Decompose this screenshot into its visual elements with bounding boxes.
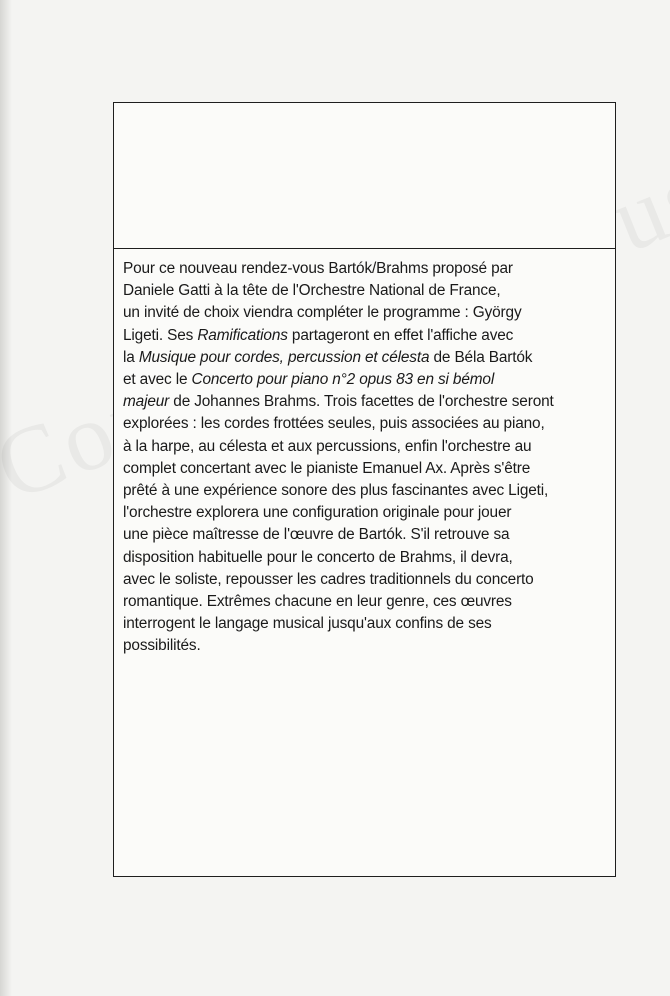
text-line [123,325,609,347]
text-run: partageront en effet l'affiche avec [287,326,514,344]
frame-divider [114,248,615,249]
text-line [123,458,609,480]
text-run: explorées : les cordes frottées seules, puis associées au piano, [123,415,545,433]
text-line [123,613,609,635]
program-note-paragraph [123,258,609,658]
text-run: une pièce maîtresse de l'œuvre de Bartók. S'il retrouve sa [123,526,510,544]
italic-title-run: Ramifications [197,326,288,344]
text-line [123,391,609,413]
text-line [123,436,609,458]
text-run: prêté à une expérience sonore des plus fascinantes avec Ligeti, [123,482,549,500]
text-line [123,302,609,324]
text-run: complet concertant avec le pianiste Emanuel Ax. Après s'être [123,459,531,477]
text-line [123,369,609,391]
text-line [123,347,609,369]
text-line [123,524,609,546]
text-line [123,258,609,280]
text-line [123,635,609,657]
text-run: de Johannes Brahms. Trois facettes de l'orchestre seront [169,393,554,411]
text-run: à la harpe, au célesta et aux percussions, enfin l'orchestre au [123,437,532,455]
text-run: Pour ce nouveau rendez-vous Bartók/Brahms proposé par [123,260,513,277]
text-run: un invité de choix viendra compléter le programme : György [123,304,522,322]
text-run: Ligeti. Ses [123,326,198,344]
text-run: la [123,348,139,366]
text-line [123,480,609,502]
text-line [123,547,609,569]
italic-title-run: Concerto pour piano n°2 opus 83 en si bémol [191,371,495,389]
italic-title-run: majeur [123,393,170,411]
text-run: possibilités. [123,637,201,655]
text-line [123,413,609,435]
text-run: de Béla Bartók [429,348,533,366]
text-run: disposition habituelle pour le concerto de Brahms, il devra, [123,548,513,566]
text-line [123,591,609,613]
text-line [123,502,609,524]
page-edge-shadow [0,0,12,996]
text-run: interrogent le langage musical jusqu'aux confins de ses [123,615,492,633]
text-run: avec le soliste, repousser les cadres traditionnels du concerto [123,570,534,588]
italic-title-run: Musique pour cordes, percussion et célesta [138,348,430,366]
text-run: romantique. Extrêmes chacune en leur genre, ces œuvres [123,593,512,611]
text-run: Daniele Gatti à la tête de l'Orchestre National de France, [123,282,501,300]
text-line [123,280,609,302]
text-run: l'orchestre explorera une configuration originale pour jouer [123,504,512,522]
text-line [123,569,609,591]
content-frame [113,102,616,877]
text-run: et avec le [123,371,192,389]
